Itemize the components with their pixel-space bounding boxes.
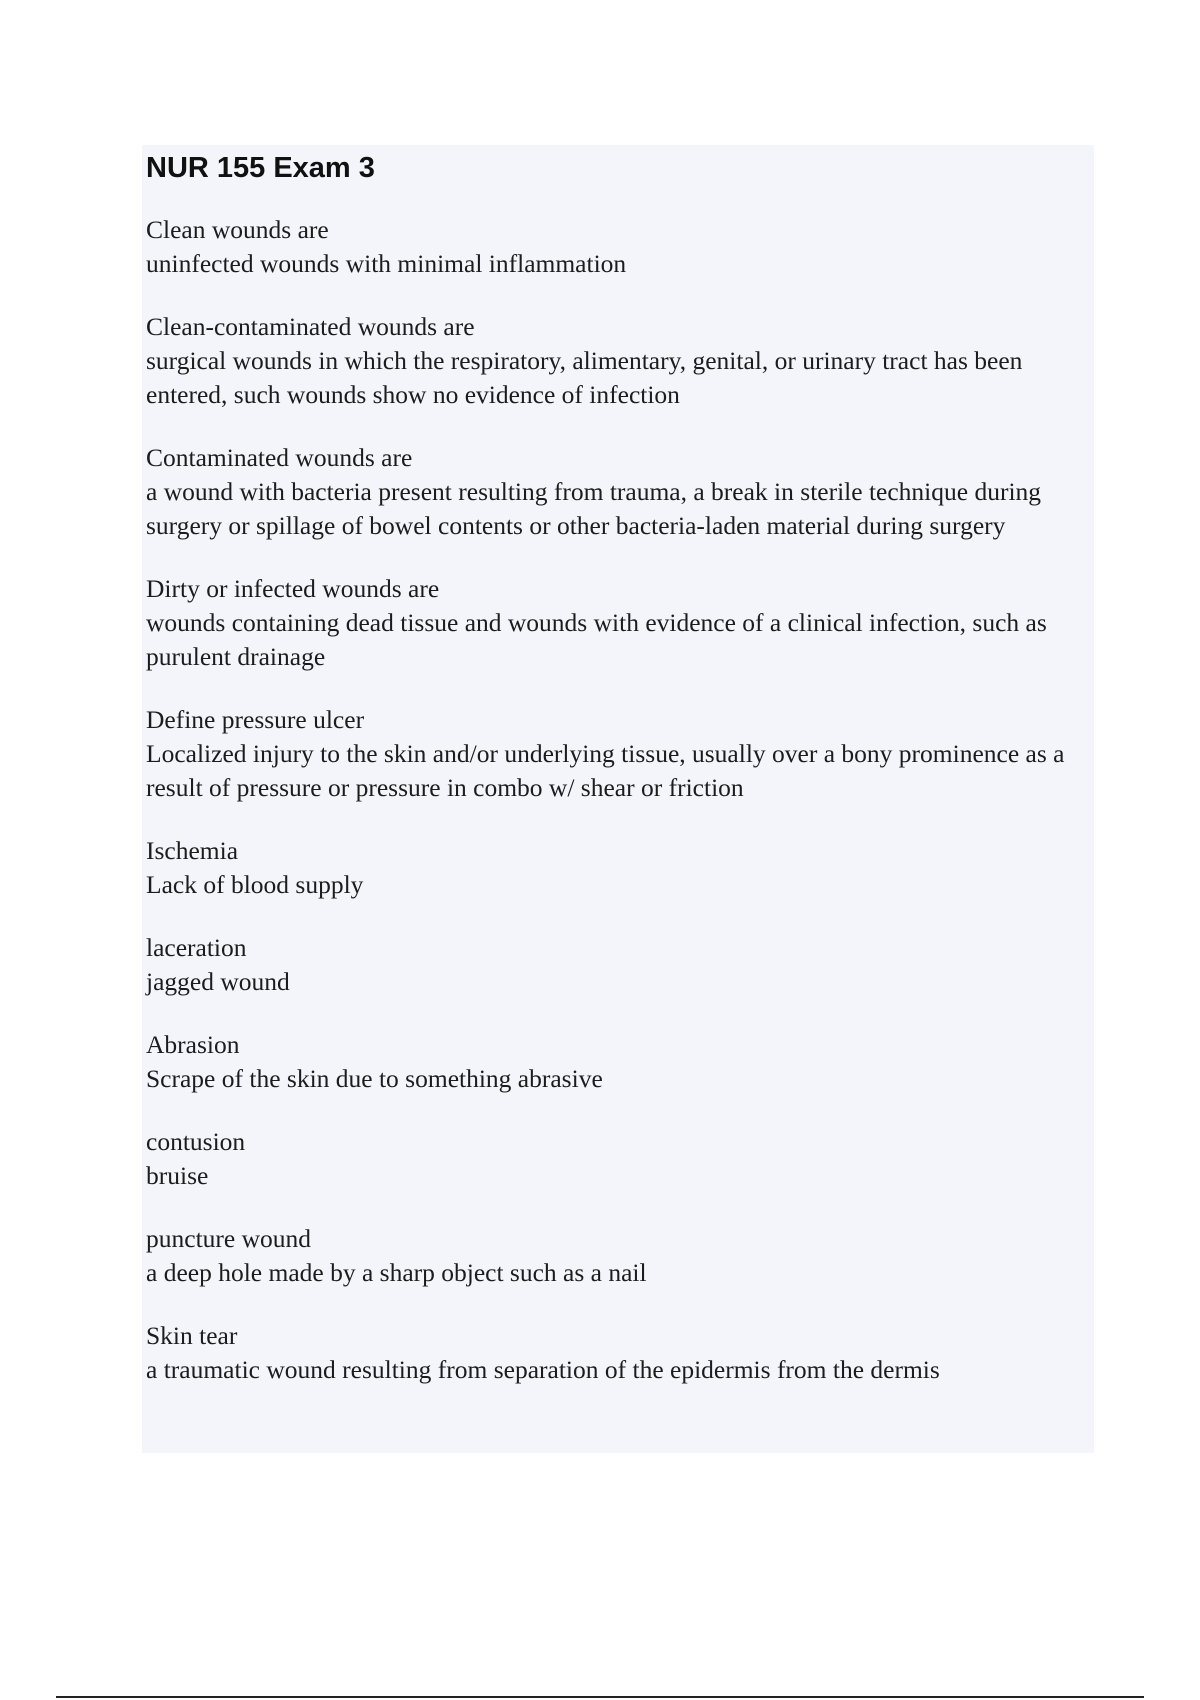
footer-divider — [56, 1696, 1144, 1698]
flashcard-clean-wounds — [146, 213, 1091, 281]
card-term: Ischemia — [146, 836, 239, 865]
card-definition: Localized injury to the skin and/or underlying tissue, usually over a bony prominence as a result of pressure or pressure in combo w/ shear or friction — [146, 739, 1065, 802]
card-definition: Scrape of the skin due to something abrasive — [146, 1064, 603, 1093]
flashcard-dirty-wounds — [146, 572, 1091, 674]
card-definition: bruise — [146, 1161, 209, 1190]
card-term: Define pressure ulcer — [146, 705, 365, 734]
flashcard-puncture-wound — [146, 1222, 1091, 1290]
card-term: Clean wounds are — [146, 215, 329, 244]
flashcard-pressure-ulcer — [146, 703, 1091, 805]
card-definition: surgical wounds in which the respiratory, alimentary, genital, or urinary tract has been entered, such wounds show no evidence of infection — [146, 346, 1023, 409]
card-term: Contaminated wounds are — [146, 443, 413, 472]
card-definition: jagged wound — [146, 967, 290, 996]
document-title: NUR 155 Exam 3 — [146, 152, 375, 184]
card-term: Dirty or infected wounds are — [146, 574, 440, 603]
card-definition: wounds containing dead tissue and wounds with evidence of a clinical infection, such as purulent drainage — [146, 608, 1047, 671]
card-term: Abrasion — [146, 1030, 240, 1059]
card-term: laceration — [146, 933, 247, 962]
card-definition: a wound with bacteria present resulting from trauma, a break in sterile technique during surgery or spillage of bowel contents or other bacteria-laden material during surgery — [146, 477, 1042, 540]
card-term: contusion — [146, 1127, 246, 1156]
flashcard-skin-tear — [146, 1319, 1091, 1387]
card-term: puncture wound — [146, 1224, 312, 1253]
flashcard-contusion — [146, 1125, 1091, 1193]
flashcard-ischemia — [146, 834, 1091, 902]
flashcard-abrasion — [146, 1028, 1091, 1096]
card-term: Clean-contaminated wounds are — [146, 312, 475, 341]
card-definition: uninfected wounds with minimal inflammation — [146, 249, 627, 278]
card-definition: a traumatic wound resulting from separation of the epidermis from the dermis — [146, 1355, 940, 1384]
flashcard-clean-contaminated-wounds — [146, 310, 1091, 412]
flashcard-list — [146, 213, 1091, 1416]
card-definition: a deep hole made by a sharp object such as a nail — [146, 1258, 647, 1287]
flashcard-laceration — [146, 931, 1091, 999]
card-term: Skin tear — [146, 1321, 238, 1350]
card-definition: Lack of blood supply — [146, 870, 364, 899]
flashcard-contaminated-wounds — [146, 441, 1091, 543]
